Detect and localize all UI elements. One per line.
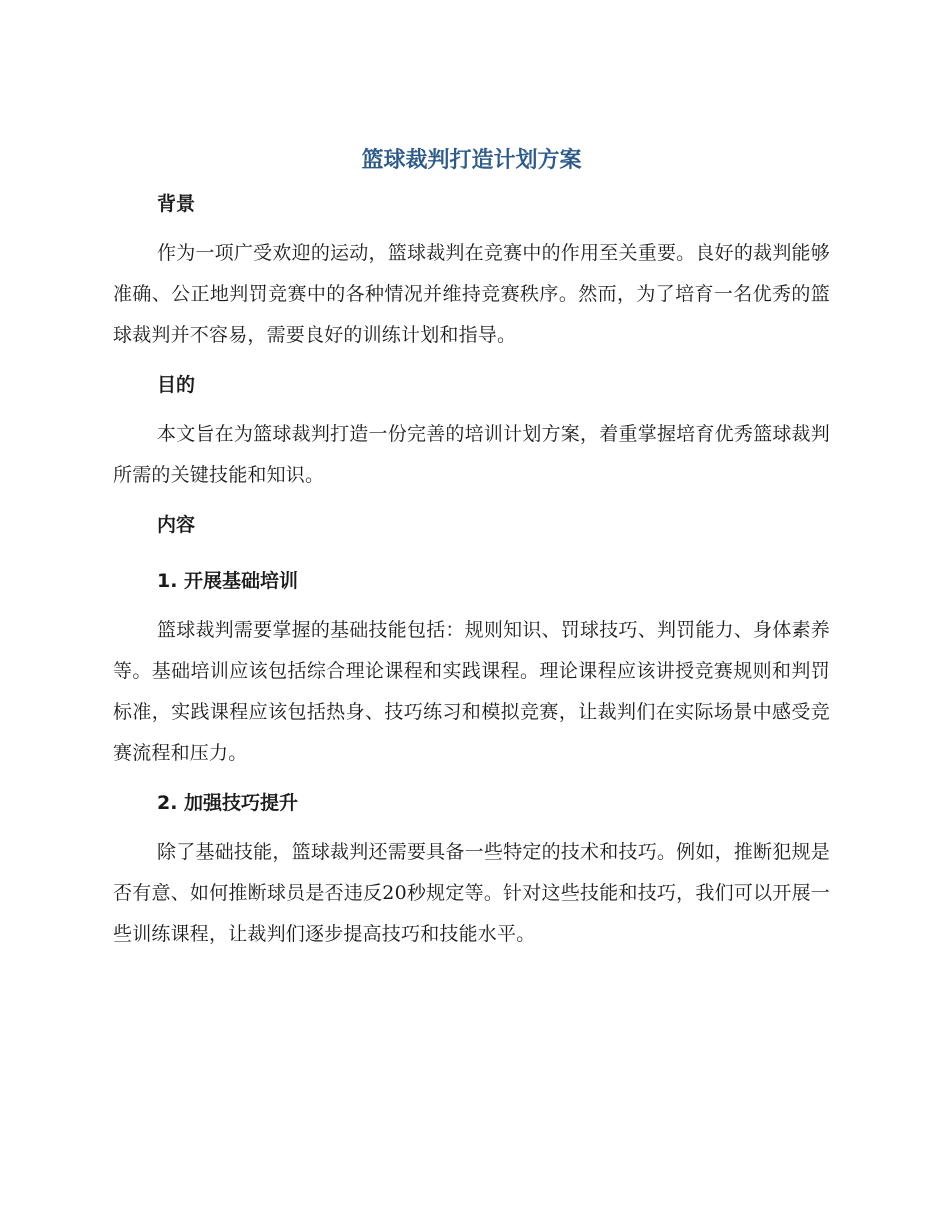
section-heading-purpose: 目的 bbox=[157, 374, 196, 396]
document-title: 篮球裁判打造计划方案 bbox=[361, 148, 582, 173]
paragraph-skill-improvement: 除了基础技能，篮球裁判还需要具备一些特定的技术和技巧。例如，推断犯规是否有意、如何推断球员是否违反20秒规定等。针对这些技能和技巧，我们可以开展一些训练课程，让裁判们逐步提高技巧和技能水平。 bbox=[113, 841, 830, 945]
document-page bbox=[113, 146, 830, 955]
paragraph-background: 作为一项广受欢迎的运动，篮球裁判在竞赛中的作用至关重要。良好的裁判能够准确、公正地判罚竞赛中的各种情况并维持竞赛秩序。然而，为了培育一名优秀的篮球裁判并不容易，需要良好的训练计划和指导。 bbox=[113, 242, 830, 346]
section-heading-content: 内容 bbox=[157, 514, 196, 536]
subheading-skill-improvement: 2. 加强技巧提升 bbox=[157, 792, 299, 814]
subheading-basic-training: 1. 开展基础培训 bbox=[157, 570, 299, 592]
paragraph-purpose: 本文旨在为篮球裁判打造一份完善的培训计划方案，着重掌握培育优秀篮球裁判所需的关键技能和知识。 bbox=[113, 423, 830, 486]
section-heading-background: 背景 bbox=[157, 193, 196, 215]
paragraph-basic-training: 篮球裁判需要掌握的基础技能包括：规则知识、罚球技巧、判罚能力、身体素养等。基础培训应该包括综合理论课程和实践课程。理论课程应该讲授竞赛规则和判罚标准，实践课程应该包括热身、技巧练习和模拟竞赛，让裁判们在实际场景中感受竞赛流程和压力。 bbox=[113, 619, 830, 764]
